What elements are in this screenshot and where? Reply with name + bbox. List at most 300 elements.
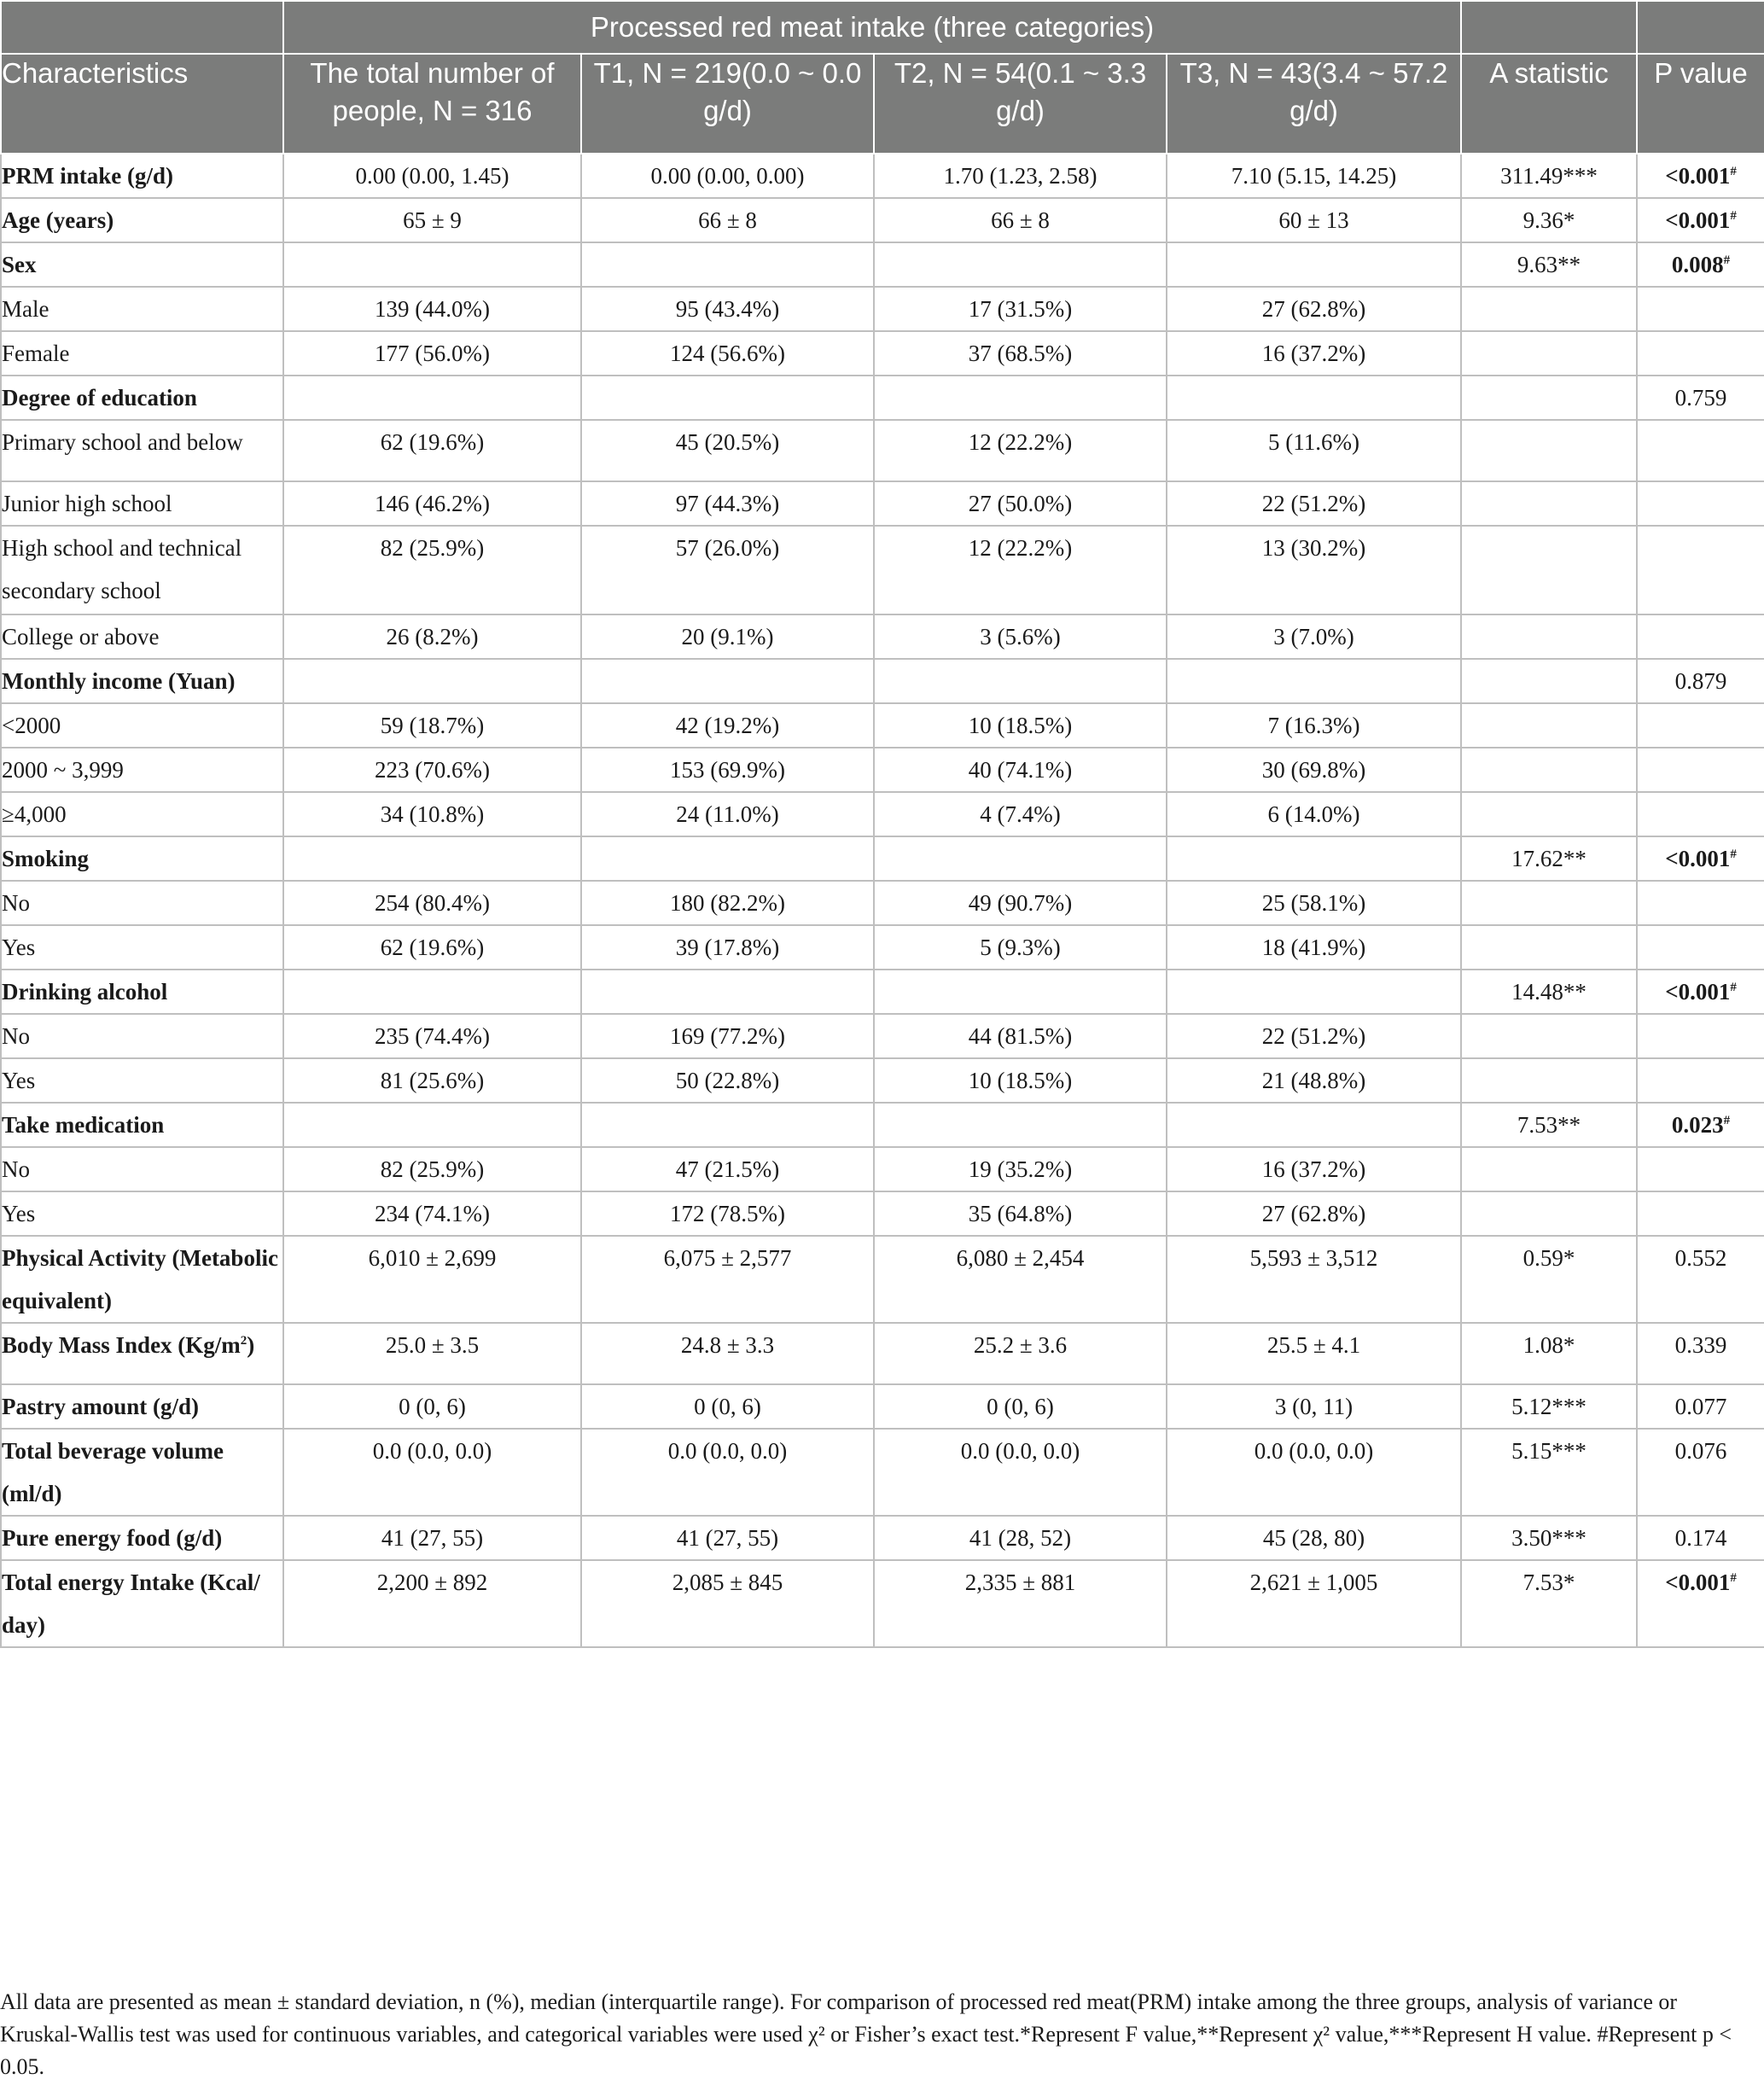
row-label xyxy=(1,748,283,792)
cell-t2 xyxy=(874,1147,1167,1191)
cell-t2 xyxy=(874,331,1167,376)
cell-t1-text: 42 (19.2%) xyxy=(675,713,780,738)
cell-total xyxy=(283,331,581,376)
header-blank-left xyxy=(1,1,283,54)
cell-t1 xyxy=(581,659,874,703)
header-blank-p xyxy=(1637,1,1764,54)
table-row xyxy=(1,614,1764,659)
cell-total xyxy=(283,1191,581,1236)
cell-p-value-text: 0.077 xyxy=(1674,1394,1727,1419)
cell-t1-text: 24 (11.0%) xyxy=(676,801,779,827)
cell-total xyxy=(283,198,581,242)
cell-t2-text: 0 (0, 6) xyxy=(987,1394,1054,1419)
row-label-text: Pure energy food (g/d) xyxy=(2,1525,223,1551)
cell-t1 xyxy=(581,331,874,376)
significance-mark: # xyxy=(1730,209,1737,223)
cell-t2 xyxy=(874,792,1167,836)
header-total-text: The total number of people, N = 316 xyxy=(310,57,555,126)
cell-statistic xyxy=(1461,1560,1637,1647)
cell-total-text: 0.0 (0.0, 0.0) xyxy=(372,1438,492,1464)
cell-t2 xyxy=(874,836,1167,881)
cell-t3-text: 22 (51.2%) xyxy=(1261,491,1366,516)
cell-p-value xyxy=(1637,1516,1764,1560)
cell-p-value xyxy=(1637,526,1764,614)
cell-t3 xyxy=(1167,881,1461,925)
table-row xyxy=(1,1058,1764,1103)
row-label-superscript: 2 xyxy=(240,1334,247,1348)
cell-total xyxy=(283,1147,581,1191)
row-label xyxy=(1,925,283,970)
cell-total xyxy=(283,836,581,881)
cell-t3 xyxy=(1167,481,1461,526)
cell-p-value xyxy=(1637,703,1764,748)
cell-p-value xyxy=(1637,748,1764,792)
cell-p-value-text: 0.023 xyxy=(1671,1112,1724,1138)
cell-t3-text: 60 ± 13 xyxy=(1278,207,1349,233)
row-label xyxy=(1,242,283,287)
row-label-text: 2000 ~ 3,999 xyxy=(2,757,124,783)
table-row xyxy=(1,1191,1764,1236)
cell-statistic xyxy=(1461,881,1637,925)
cell-p-value xyxy=(1637,1560,1764,1647)
cell-t2-text: 37 (68.5%) xyxy=(968,341,1073,366)
row-label xyxy=(1,836,283,881)
row-label-text: High school and technical secondary school xyxy=(2,535,242,603)
cell-t2-text: 0.0 (0.0, 0.0) xyxy=(960,1438,1080,1464)
cell-total xyxy=(283,1236,581,1323)
cell-statistic xyxy=(1461,526,1637,614)
cell-t2-text: 66 ± 8 xyxy=(991,207,1050,233)
cell-t3 xyxy=(1167,1058,1461,1103)
row-label-text: Drinking alcohol xyxy=(2,979,168,1005)
cell-statistic xyxy=(1461,420,1637,481)
cell-t1 xyxy=(581,198,874,242)
cell-statistic xyxy=(1461,792,1637,836)
cell-t3 xyxy=(1167,925,1461,970)
header-t1 xyxy=(581,54,874,154)
row-label-text: Yes xyxy=(2,935,36,960)
cell-t2-text: 6,080 ± 2,454 xyxy=(956,1245,1085,1271)
cell-t1-text: 50 (22.8%) xyxy=(675,1068,780,1093)
cell-total-text: 81 (25.6%) xyxy=(380,1068,485,1093)
cell-t1-text: 41 (27, 55) xyxy=(676,1525,779,1551)
significance-mark: # xyxy=(1723,1114,1731,1127)
cell-p-value xyxy=(1637,1429,1764,1516)
cell-p-value xyxy=(1637,376,1764,420)
cell-total xyxy=(283,481,581,526)
cell-t3 xyxy=(1167,1103,1461,1147)
cell-t2-text: 12 (22.2%) xyxy=(968,429,1073,455)
row-label xyxy=(1,1323,283,1384)
cell-p-value-text: <0.001 xyxy=(1665,207,1731,233)
cell-total-text: 0 (0, 6) xyxy=(399,1394,466,1419)
header-row-group xyxy=(1,1,1764,54)
table-row xyxy=(1,1014,1764,1058)
cell-t1 xyxy=(581,703,874,748)
cell-p-value xyxy=(1637,792,1764,836)
cell-p-value-text: 0.174 xyxy=(1674,1525,1727,1551)
cell-t3 xyxy=(1167,836,1461,881)
table-footnote: All data are presented as mean ± standard deviation, n (%), median (interquartile range). For comparison of processed red meat(PRM) intake among the three groups, analysis of variance or Kruskal-Wallis test was used for continuous variables, and categorical variables were used χ² or Fisher’s exact test.*Represent F value,**Represent χ² value,***Represent H value. #Represent p < 0.05. xyxy=(0,1989,1732,2079)
cell-statistic-text: 3.50*** xyxy=(1511,1525,1586,1551)
cell-p-value-text: 0.879 xyxy=(1674,668,1727,694)
cell-t1 xyxy=(581,1058,874,1103)
cell-p-value-text: <0.001 xyxy=(1665,163,1731,189)
cell-t2 xyxy=(874,1516,1167,1560)
cell-total xyxy=(283,614,581,659)
cell-t1 xyxy=(581,376,874,420)
cell-statistic xyxy=(1461,748,1637,792)
cell-t1-text: 172 (78.5%) xyxy=(670,1201,785,1226)
header-blank-stat xyxy=(1461,1,1637,54)
cell-p-value xyxy=(1637,1147,1764,1191)
row-label-text: Pastry amount (g/d) xyxy=(2,1394,199,1419)
row-label xyxy=(1,970,283,1014)
cell-t1 xyxy=(581,1323,874,1384)
cell-total-text: 41 (27, 55) xyxy=(381,1525,484,1551)
cell-t2 xyxy=(874,1429,1167,1516)
cell-p-value xyxy=(1637,1323,1764,1384)
cell-t1 xyxy=(581,420,874,481)
table-row xyxy=(1,1103,1764,1147)
cell-total-text: 82 (25.9%) xyxy=(380,1156,485,1182)
row-label xyxy=(1,198,283,242)
row-label-text: Take medication xyxy=(2,1112,165,1138)
cell-t2 xyxy=(874,198,1167,242)
cell-t1 xyxy=(581,614,874,659)
cell-t2-text: 44 (81.5%) xyxy=(968,1023,1073,1049)
row-label-text: PRM intake (g/d) xyxy=(2,163,173,189)
table-row xyxy=(1,1147,1764,1191)
cell-t3 xyxy=(1167,1516,1461,1560)
cell-t1-text: 47 (21.5%) xyxy=(675,1156,780,1182)
cell-t2 xyxy=(874,242,1167,287)
row-label-text: Physical Activity (Metabolic equivalent) xyxy=(2,1245,278,1313)
cell-t2-text: 12 (22.2%) xyxy=(968,535,1073,561)
row-label-text: Monthly income (Yuan) xyxy=(2,668,236,694)
cell-t3-text: 7 (16.3%) xyxy=(1267,713,1360,738)
row-label-text: No xyxy=(2,1156,30,1182)
row-label xyxy=(1,526,283,614)
cell-p-value xyxy=(1637,481,1764,526)
cell-total xyxy=(283,1103,581,1147)
cell-t2 xyxy=(874,970,1167,1014)
cell-statistic-text: 5.15*** xyxy=(1511,1438,1586,1464)
cell-t2-text: 2,335 ± 881 xyxy=(964,1570,1076,1595)
cell-t3-text: 2,621 ± 1,005 xyxy=(1249,1570,1378,1595)
header-t3-text: T3, N = 43(3.4 ~ 57.2 g/d) xyxy=(1179,57,1448,126)
cell-t2-text: 41 (28, 52) xyxy=(969,1525,1072,1551)
table-row xyxy=(1,481,1764,526)
cell-total xyxy=(283,925,581,970)
cell-t2-text: 25.2 ± 3.6 xyxy=(973,1332,1068,1358)
cell-t1-text: 24.8 ± 3.3 xyxy=(680,1332,775,1358)
cell-t1 xyxy=(581,836,874,881)
cell-p-value xyxy=(1637,925,1764,970)
cell-t1 xyxy=(581,1429,874,1516)
cell-t2-text: 3 (5.6%) xyxy=(980,624,1061,649)
row-label-text: Sex xyxy=(2,252,37,277)
cell-p-value xyxy=(1637,970,1764,1014)
cell-statistic xyxy=(1461,1103,1637,1147)
row-label-text: Age (years) xyxy=(2,207,114,233)
cell-t3 xyxy=(1167,1014,1461,1058)
table-row xyxy=(1,242,1764,287)
cell-t1 xyxy=(581,1384,874,1429)
cell-t1 xyxy=(581,748,874,792)
cell-total xyxy=(283,1560,581,1647)
cell-p-value xyxy=(1637,881,1764,925)
table-row xyxy=(1,420,1764,481)
cell-t1-text: 6,075 ± 2,577 xyxy=(663,1245,792,1271)
cell-t1-text: 20 (9.1%) xyxy=(681,624,774,649)
table-row xyxy=(1,198,1764,242)
cell-t1-text: 0 (0, 6) xyxy=(694,1394,761,1419)
cell-t1-text: 153 (69.9%) xyxy=(670,757,785,783)
cell-p-value-text: <0.001 xyxy=(1665,979,1731,1005)
cell-t3 xyxy=(1167,792,1461,836)
cell-total-text: 59 (18.7%) xyxy=(380,713,485,738)
cell-statistic xyxy=(1461,376,1637,420)
row-label-text: No xyxy=(2,1023,30,1049)
cell-p-value xyxy=(1637,1103,1764,1147)
cell-t1 xyxy=(581,970,874,1014)
row-label xyxy=(1,287,283,331)
table-body xyxy=(1,154,1764,1647)
cell-total xyxy=(283,1058,581,1103)
cell-t1 xyxy=(581,1103,874,1147)
cell-p-value xyxy=(1637,1236,1764,1323)
cell-t3-text: 25 (58.1%) xyxy=(1261,890,1366,916)
table-row xyxy=(1,881,1764,925)
table-row xyxy=(1,154,1764,198)
row-label xyxy=(1,376,283,420)
cell-p-value-text: 0.552 xyxy=(1674,1245,1727,1271)
table-row xyxy=(1,925,1764,970)
cell-t3-text: 16 (37.2%) xyxy=(1261,1156,1366,1182)
significance-mark: # xyxy=(1730,981,1737,994)
cell-t3 xyxy=(1167,198,1461,242)
cell-t1 xyxy=(581,1147,874,1191)
cell-statistic-text: 9.63** xyxy=(1517,252,1581,277)
cell-t3 xyxy=(1167,1384,1461,1429)
cell-total xyxy=(283,748,581,792)
cell-t2 xyxy=(874,1323,1167,1384)
cell-t1-text: 0.00 (0.00, 0.00) xyxy=(650,163,805,189)
cell-statistic xyxy=(1461,1323,1637,1384)
cell-t3-text: 5,593 ± 3,512 xyxy=(1249,1245,1378,1271)
cell-t3-text: 3 (7.0%) xyxy=(1273,624,1354,649)
cell-t3 xyxy=(1167,659,1461,703)
cell-p-value xyxy=(1637,287,1764,331)
cell-statistic xyxy=(1461,242,1637,287)
cell-t1-text: 45 (20.5%) xyxy=(675,429,780,455)
cell-total-text: 0.00 (0.00, 1.45) xyxy=(355,163,509,189)
header-t1-text: T1, N = 219(0.0 ~ 0.0 g/d) xyxy=(593,57,862,126)
cell-t3-text: 13 (30.2%) xyxy=(1261,535,1366,561)
cell-total xyxy=(283,287,581,331)
cell-statistic-text: 17.62** xyxy=(1511,846,1586,871)
cell-p-value-text: <0.001 xyxy=(1665,1570,1731,1595)
cell-total xyxy=(283,420,581,481)
cell-total xyxy=(283,970,581,1014)
cell-total-text: 82 (25.9%) xyxy=(380,535,485,561)
cell-t2-text: 35 (64.8%) xyxy=(968,1201,1073,1226)
cell-statistic xyxy=(1461,836,1637,881)
cell-total-text: 26 (8.2%) xyxy=(386,624,479,649)
cell-t3 xyxy=(1167,1429,1461,1516)
row-label xyxy=(1,1516,283,1560)
cell-statistic xyxy=(1461,481,1637,526)
cell-p-value xyxy=(1637,836,1764,881)
cell-t3 xyxy=(1167,154,1461,198)
row-label xyxy=(1,331,283,376)
cell-p-value xyxy=(1637,242,1764,287)
significance-mark: # xyxy=(1723,253,1731,267)
cell-t1 xyxy=(581,1014,874,1058)
cell-statistic-text: 9.36* xyxy=(1522,207,1575,233)
cell-t2 xyxy=(874,526,1167,614)
row-label-text: ≥4,000 xyxy=(2,801,67,827)
cell-t1 xyxy=(581,1236,874,1323)
row-label xyxy=(1,1103,283,1147)
row-label-text: Female xyxy=(2,341,70,366)
cell-p-value xyxy=(1637,614,1764,659)
row-label xyxy=(1,481,283,526)
cell-total xyxy=(283,1323,581,1384)
row-label xyxy=(1,1147,283,1191)
cell-statistic xyxy=(1461,1429,1637,1516)
row-label-text: No xyxy=(2,890,30,916)
cell-statistic xyxy=(1461,1058,1637,1103)
cell-t2 xyxy=(874,614,1167,659)
cell-statistic xyxy=(1461,1014,1637,1058)
cell-t2 xyxy=(874,420,1167,481)
table-row xyxy=(1,331,1764,376)
cell-t1 xyxy=(581,287,874,331)
cell-t3 xyxy=(1167,1560,1461,1647)
cell-t3 xyxy=(1167,1236,1461,1323)
row-label xyxy=(1,1191,283,1236)
cell-total xyxy=(283,376,581,420)
row-label xyxy=(1,1384,283,1429)
cell-t2 xyxy=(874,1103,1167,1147)
cell-t2 xyxy=(874,1384,1167,1429)
cell-t3 xyxy=(1167,703,1461,748)
cell-t3-text: 21 (48.8%) xyxy=(1261,1068,1366,1093)
cell-statistic xyxy=(1461,1384,1637,1429)
header-total xyxy=(283,54,581,154)
cell-total-text: 6,010 ± 2,699 xyxy=(368,1245,497,1271)
row-label xyxy=(1,1236,283,1323)
table-row xyxy=(1,287,1764,331)
cell-statistic xyxy=(1461,614,1637,659)
row-label xyxy=(1,1429,283,1516)
cell-p-value-text: <0.001 xyxy=(1665,846,1731,871)
cell-p-value-text: 0.759 xyxy=(1674,385,1727,411)
cell-t1 xyxy=(581,792,874,836)
cell-t3-text: 27 (62.8%) xyxy=(1261,1201,1366,1226)
significance-mark: # xyxy=(1730,847,1737,861)
row-label xyxy=(1,1014,283,1058)
header-row-columns xyxy=(1,54,1764,154)
cell-t3 xyxy=(1167,1147,1461,1191)
cell-t3-text: 0.0 (0.0, 0.0) xyxy=(1254,1438,1374,1464)
significance-mark: # xyxy=(1730,165,1737,178)
header-t3 xyxy=(1167,54,1461,154)
cell-total-text: 62 (19.6%) xyxy=(380,935,485,960)
cell-t3-text: 22 (51.2%) xyxy=(1261,1023,1366,1049)
row-label xyxy=(1,1058,283,1103)
table-row xyxy=(1,1560,1764,1647)
cell-t3 xyxy=(1167,1191,1461,1236)
row-label xyxy=(1,614,283,659)
cell-statistic xyxy=(1461,1236,1637,1323)
cell-t3-text: 27 (62.8%) xyxy=(1261,296,1366,322)
cell-t2 xyxy=(874,481,1167,526)
cell-p-value xyxy=(1637,420,1764,481)
cell-total-text: 254 (80.4%) xyxy=(375,890,490,916)
cell-total-text: 235 (74.4%) xyxy=(375,1023,490,1049)
cell-total-text: 139 (44.0%) xyxy=(375,296,490,322)
cell-t3-text: 16 (37.2%) xyxy=(1261,341,1366,366)
cell-t3-text: 3 (0, 11) xyxy=(1274,1394,1354,1419)
cell-t1 xyxy=(581,154,874,198)
cell-t2-text: 19 (35.2%) xyxy=(968,1156,1073,1182)
cell-total xyxy=(283,1429,581,1516)
cell-statistic xyxy=(1461,1516,1637,1560)
cell-total-text: 25.0 ± 3.5 xyxy=(385,1332,480,1358)
row-label-text: Yes xyxy=(2,1201,36,1226)
row-label-text: Smoking xyxy=(2,846,90,871)
cell-t3 xyxy=(1167,376,1461,420)
cell-t1 xyxy=(581,242,874,287)
cell-t3-text: 30 (69.8%) xyxy=(1261,757,1366,783)
cell-p-value xyxy=(1637,1384,1764,1429)
row-label xyxy=(1,154,283,198)
cell-t2-text: 4 (7.4%) xyxy=(980,801,1061,827)
cell-t3 xyxy=(1167,287,1461,331)
cell-statistic-text: 14.48** xyxy=(1511,979,1586,1005)
cell-total-text: 234 (74.1%) xyxy=(375,1201,490,1226)
cell-t2-text: 40 (74.1%) xyxy=(968,757,1073,783)
table-row xyxy=(1,1429,1764,1516)
significance-mark: # xyxy=(1730,1571,1737,1585)
cell-statistic xyxy=(1461,1147,1637,1191)
cell-t3-text: 6 (14.0%) xyxy=(1267,801,1360,827)
table-row xyxy=(1,836,1764,881)
cell-t3 xyxy=(1167,242,1461,287)
cell-t2-text: 10 (18.5%) xyxy=(968,713,1073,738)
cell-t2-text: 1.70 (1.23, 2.58) xyxy=(943,163,1097,189)
cell-t2 xyxy=(874,376,1167,420)
row-label-text: College or above xyxy=(2,624,160,649)
cell-statistic xyxy=(1461,287,1637,331)
table-row xyxy=(1,1236,1764,1323)
cell-t1-text: 0.0 (0.0, 0.0) xyxy=(667,1438,788,1464)
cell-t2 xyxy=(874,1058,1167,1103)
cell-statistic xyxy=(1461,1191,1637,1236)
cell-t3-text: 45 (28, 80) xyxy=(1262,1525,1365,1551)
cell-t2 xyxy=(874,154,1167,198)
cell-statistic-text: 311.49*** xyxy=(1500,163,1598,189)
cell-total xyxy=(283,703,581,748)
cell-total xyxy=(283,1516,581,1560)
cell-t2 xyxy=(874,881,1167,925)
row-label-tail: ) xyxy=(247,1332,255,1358)
cell-total xyxy=(283,1014,581,1058)
cell-t3 xyxy=(1167,331,1461,376)
